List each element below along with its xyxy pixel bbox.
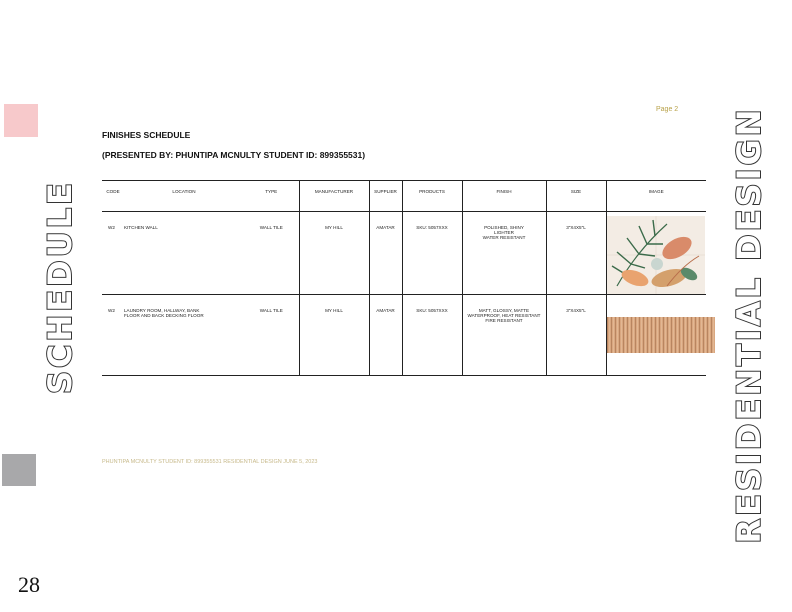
side-title-schedule: SCHEDULE (41, 180, 79, 394)
header-code: CODE (106, 189, 120, 194)
header-image: IMAGE (606, 181, 706, 212)
cell-manufacturer: MY HILL (299, 295, 369, 376)
finishes-schedule-table (102, 180, 706, 376)
table-row (102, 212, 706, 295)
location-line: LAUNDRY ROOM, HALLWAY, BANK (124, 308, 200, 313)
cell-location (124, 295, 244, 376)
page-number: 28 (18, 572, 40, 597)
cell-finish (462, 295, 546, 376)
header-finish: FINISH (462, 181, 546, 212)
cell-type: WALL TILE (259, 225, 283, 230)
tropical-leaf-tile-image (607, 216, 705, 294)
finish-line: WATERPROOF, HEAT RESISTANT (467, 313, 541, 318)
finish-line: WATER RESISTANT (482, 235, 526, 240)
header-type: TYPE (265, 189, 278, 194)
finish-line: MATT, GLOSSY, MATTE (478, 308, 530, 313)
pink-color-block (4, 104, 38, 137)
cell-size: 3"X4X5"L (546, 212, 606, 295)
header-location: LOCATION (172, 189, 196, 194)
cell-image (606, 295, 706, 376)
cell-type: WALL TILE (259, 308, 283, 313)
document-subtitle: (PRESENTED BY: PHUNTIPA MCNULTY STUDENT ID: 899355531) (102, 150, 366, 160)
wood-slat-tile-image (607, 317, 715, 353)
cell-image (606, 212, 706, 295)
table-row (102, 295, 706, 376)
header-manufacturer: MANUFACTURER (299, 181, 369, 212)
finish-line: POLISHED, SHINY (484, 225, 524, 230)
cell-finish (462, 212, 546, 295)
cell-location: KITCHEN WALL (124, 225, 158, 230)
footer-text: PHUNTIPA MCNULTY STUDENT ID: 899355531 RESIDENTIAL DESIGN JUNE 5, 2023 (102, 459, 318, 465)
header-size: SIZE (546, 181, 606, 212)
page-label: Page 2 (656, 106, 679, 113)
cell-products: SKU: 5057XXX (402, 295, 462, 376)
table-header-row (102, 181, 706, 212)
cell-manufacturer: MY HILL (299, 212, 369, 295)
finish-line: LIGHTER (494, 230, 514, 235)
side-title-residential-design: RESIDENTIAL DESIGN (730, 106, 768, 544)
cell-supplier: AMATAR (369, 295, 402, 376)
cell-size: 3"X4X5"L (546, 295, 606, 376)
location-line: FLOOR AND BACK DECKING FLOOR (124, 313, 204, 318)
header-supplier: SUPPLIER (369, 181, 402, 212)
finish-line: FIRE RESISTANT (485, 318, 523, 323)
cell-products: SKU: 5057XXX (402, 212, 462, 295)
gray-color-block (2, 454, 36, 486)
header-products: PRODUCTS (402, 181, 462, 212)
cell-supplier: AMATAR (369, 212, 402, 295)
cell-code: W2 (108, 308, 115, 313)
cell-code: W2 (108, 225, 115, 230)
document-title: FINISHES SCHEDULE (102, 130, 191, 140)
